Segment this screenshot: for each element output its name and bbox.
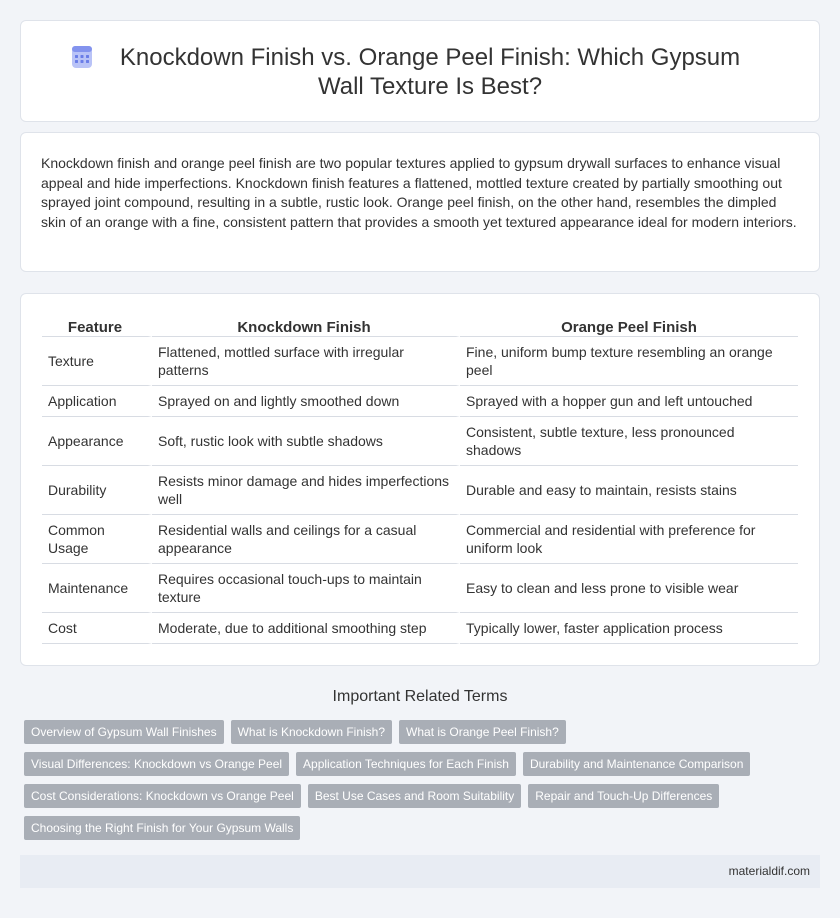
feature-cell: Texture [42, 337, 152, 386]
knockdown-cell: Requires occasional touch-ups to maintain texture [152, 564, 460, 613]
tag-row [24, 784, 784, 808]
orange-peel-cell: Fine, uniform bump texture resembling an orange peel [460, 337, 798, 386]
header-knockdown: Knockdown Finish [152, 312, 460, 337]
knockdown-cell: Flattened, mottled surface with irregular patterns [152, 337, 460, 386]
intro-paragraph: Knockdown finish and orange peel finish are two popular textures applied to gypsum drywall surfaces to enhance visual appeal and hide imperfections. Knockdown finish features a flattened, mottled texture created by partially smoothing out sprayed joint compound, resulting in a subtle, rustic look. Orange peel finish, on the other hand, resembles the dimpled skin of an orange with a fine, consistent pattern that provides a smooth yet textured appearance ideal for modern interiors. [41, 155, 797, 230]
header-orange-peel: Orange Peel Finish [460, 312, 798, 337]
knockdown-cell: Residential walls and ceilings for a casual appearance [152, 515, 460, 564]
footer [20, 855, 820, 888]
tag-link[interactable]: Overview of Gypsum Wall Finishes [24, 720, 224, 744]
tag-row [24, 752, 784, 776]
tag-row [24, 720, 784, 744]
feature-cell: Cost [42, 613, 152, 644]
tag-link[interactable]: Durability and Maintenance Comparison [523, 752, 750, 776]
tag-link[interactable]: Application Techniques for Each Finish [296, 752, 516, 776]
tag-row [24, 816, 784, 840]
table-row [42, 515, 798, 564]
orange-peel-cell: Easy to clean and less prone to visible wear [460, 564, 798, 613]
tag-link[interactable]: Repair and Touch-Up Differences [528, 784, 719, 808]
header-feature: Feature [42, 312, 152, 337]
related-terms-list [24, 720, 784, 848]
knockdown-cell: Sprayed on and lightly smoothed down [152, 386, 460, 417]
feature-cell: Application [42, 386, 152, 417]
table-header-row [42, 312, 798, 337]
comparison-table-card [20, 293, 820, 666]
orange-peel-cell: Sprayed with a hopper gun and left untouched [460, 386, 798, 417]
tag-link[interactable]: Best Use Cases and Room Suitability [308, 784, 521, 808]
footer-site-name: materialdif.com [728, 864, 810, 878]
knockdown-cell: Moderate, due to additional smoothing step [152, 613, 460, 644]
orange-peel-cell: Typically lower, faster application process [460, 613, 798, 644]
knockdown-cell: Soft, rustic look with subtle shadows [152, 417, 460, 466]
tag-link[interactable]: Choosing the Right Finish for Your Gypsum Walls [24, 816, 300, 840]
title-card [20, 20, 820, 122]
orange-peel-cell: Durable and easy to maintain, resists stains [460, 466, 798, 515]
page-title: Knockdown Finish vs. Orange Peel Finish: Which Gypsum Wall Texture Is Best? [119, 44, 741, 100]
table-row [42, 564, 798, 613]
table-row [42, 386, 798, 417]
comparison-table [42, 312, 798, 644]
orange-peel-cell: Consistent, subtle texture, less pronounced shadows [460, 417, 798, 466]
tag-link[interactable]: Visual Differences: Knockdown vs Orange Peel [24, 752, 289, 776]
table-row [42, 337, 798, 386]
tag-link[interactable]: Cost Considerations: Knockdown vs Orange Peel [24, 784, 301, 808]
knockdown-cell: Resists minor damage and hides imperfections well [152, 466, 460, 515]
tag-link[interactable]: What is Knockdown Finish? [231, 720, 392, 744]
table-row [42, 613, 798, 644]
tag-link[interactable]: What is Orange Peel Finish? [399, 720, 566, 744]
intro-card [20, 132, 820, 272]
feature-cell: Durability [42, 466, 152, 515]
related-terms-heading: Important Related Terms [332, 688, 508, 705]
orange-peel-cell: Commercial and residential with preference for uniform look [460, 515, 798, 564]
feature-cell: Maintenance [42, 564, 152, 613]
feature-cell: Common Usage [42, 515, 152, 564]
table-row [42, 417, 798, 466]
table-row [42, 466, 798, 515]
feature-cell: Appearance [42, 417, 152, 466]
